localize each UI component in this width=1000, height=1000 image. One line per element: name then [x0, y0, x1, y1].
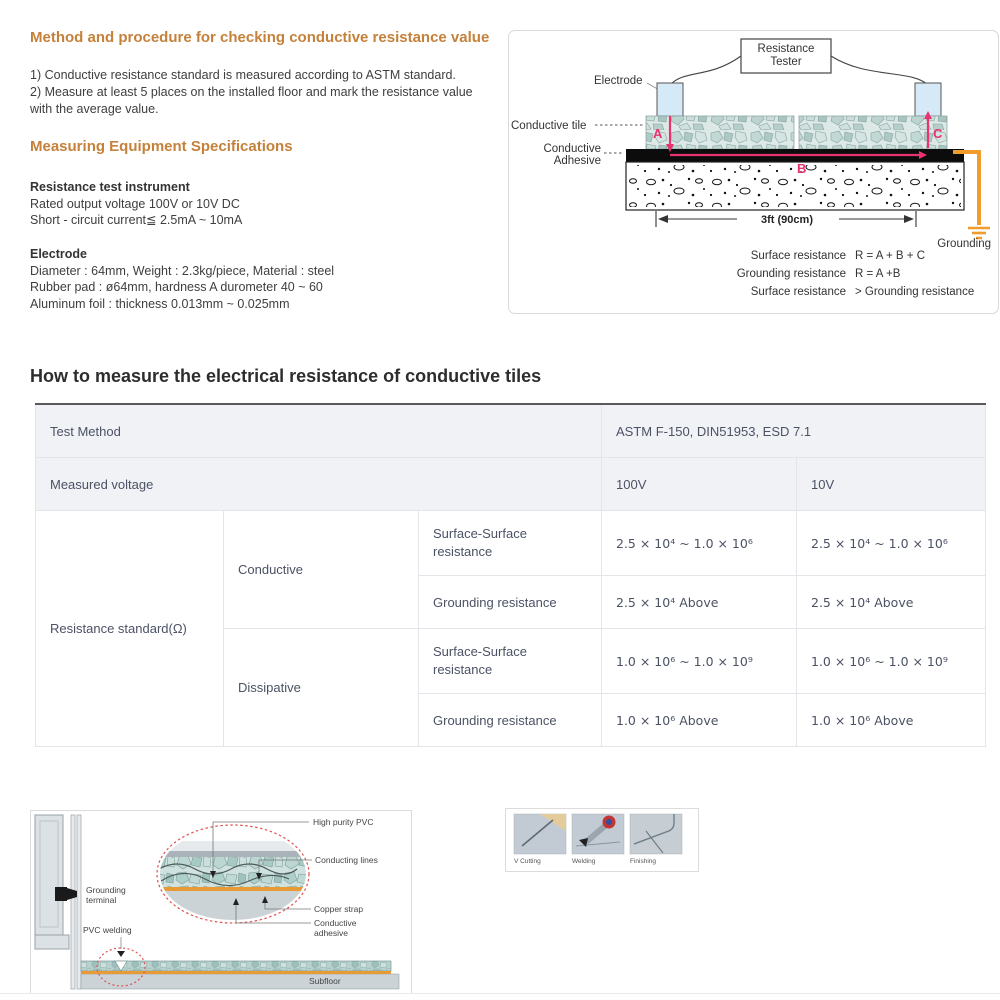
- conductive-adhesive-label-line2: Adhesive: [553, 155, 601, 167]
- cell-resistance-type: [419, 511, 602, 576]
- copper-strap-label: Copper strap: [314, 904, 364, 914]
- cell-value-100v: 2.5 × 10⁴ Above: [602, 576, 797, 629]
- wall-panel: [35, 815, 63, 935]
- method-section-title: Method and procedure for checking conductive resistance value: [30, 29, 490, 46]
- conductive-adhesive-label-line1: Conductive: [543, 143, 601, 155]
- equipment-section-title: Measuring Equipment Specifications: [30, 138, 293, 155]
- cell-test-method-label: Test Method: [36, 404, 602, 458]
- bottom-divider: [0, 993, 1000, 994]
- finishing-thumb: [630, 814, 682, 854]
- cell-resistance-type: Grounding resistance: [419, 694, 602, 747]
- marker-a: A: [653, 126, 663, 141]
- grounding-label: Grounding: [937, 238, 991, 250]
- cell-value-100v: 1.0 × 10⁶ ~ 1.0 × 10⁹: [602, 629, 797, 694]
- welding-thumb: [572, 814, 624, 854]
- wire-right: [831, 56, 928, 85]
- grounding-terminal-label-line1: Grounding: [86, 885, 126, 895]
- formula-label: Grounding resistance: [736, 268, 846, 280]
- conductive-adhesive-label-line2: adhesive: [314, 928, 349, 938]
- electrode-label: Electrode: [594, 75, 643, 87]
- installation-diagram: [31, 811, 409, 991]
- tester-label-line2: Tester: [770, 56, 802, 68]
- electrode-spec-heading: Electrode: [30, 247, 87, 261]
- resistance-table: [35, 403, 986, 747]
- cell-value-10v: 1.0 × 10⁶ ~ 1.0 × 10⁹: [797, 629, 986, 694]
- table-section-title: How to measure the electrical resistance of conductive tiles: [30, 366, 542, 386]
- formula-label: Surface resistance: [750, 250, 846, 262]
- dim-arrow-right: [904, 215, 914, 223]
- ground-symbol-icon: [968, 228, 990, 238]
- formula-value: R = A + B + C: [855, 250, 925, 262]
- high-purity-pvc-label: High purity PVC: [313, 817, 374, 827]
- conductive-tile-right: [799, 116, 947, 149]
- dim-arrow-left: [658, 215, 668, 223]
- subfloor-layer: [81, 974, 399, 989]
- installation-figure-box: [30, 810, 412, 994]
- cell-value-10v: 2.5 × 10⁴ Above: [797, 576, 986, 629]
- measurement-diagram: [509, 31, 998, 313]
- wall-base: [35, 935, 69, 949]
- adhesive-layer: [81, 971, 391, 974]
- wall-bar: [77, 815, 81, 989]
- cell-standard-label: Resistance standard(Ω): [36, 511, 224, 747]
- table-row: [36, 458, 986, 511]
- grounding-terminal-tip: [67, 888, 77, 900]
- wall-bar: [71, 815, 75, 989]
- text-line: Rubber pad : ø64mm, hardness A durometer 40 ~ 60: [30, 280, 323, 294]
- pvc-welding-label: PVC welding: [83, 925, 132, 935]
- process-figure-box: [505, 808, 699, 872]
- electrode-spec: [30, 246, 500, 312]
- grounding-terminal: [55, 887, 67, 901]
- text-line: Diameter : 64mm, Weight : 2.3kg/piece, Material : steel: [30, 263, 335, 278]
- text-line: Short - circuit current≦ 2.5mA ~ 10mA: [30, 213, 243, 227]
- text-line: Aluminum foil : thickness 0.013mm ~ 0.025mm: [30, 296, 290, 311]
- formula-label: Surface resistance: [750, 286, 846, 298]
- text-line: Rated output voltage 100V or 10V DC: [30, 196, 240, 211]
- method-section-text: [30, 67, 505, 118]
- conducting-lines-label: Conducting lines: [315, 855, 378, 865]
- wire-left: [670, 56, 741, 85]
- subfloor-label: Subfloor: [309, 976, 341, 986]
- resistance-type-text: Surface-Surface resistance: [433, 644, 527, 677]
- cell-voltage-100: 100V: [602, 458, 797, 511]
- conductive-adhesive-label-line1: Conductive: [314, 918, 357, 928]
- table-row: [36, 404, 986, 458]
- marker-b: B: [797, 161, 807, 176]
- text-line: 1) Conductive resistance standard is measured according to ASTM standard.: [30, 68, 456, 82]
- formula-value: R = A +B: [855, 268, 901, 280]
- cell-test-method-value: ASTM F-150, DIN51953, ESD 7.1: [602, 404, 986, 458]
- cell-group-dissipative: Dissipative: [224, 629, 419, 747]
- table-row: [36, 511, 986, 576]
- concrete-speckles: [629, 165, 961, 207]
- process-diagram: [506, 809, 696, 869]
- cell-value-10v: 1.0 × 10⁶ Above: [797, 694, 986, 747]
- formula-value: > Grounding resistance: [855, 286, 975, 298]
- dimension-label: 3ft (90cm): [761, 214, 813, 226]
- resistance-type-text: Surface-Surface resistance: [433, 526, 527, 559]
- pvc-welding-arrow: [117, 951, 125, 957]
- conductive-tile-label: Conductive tile: [511, 120, 587, 132]
- tester-label-line1: Resistance: [757, 43, 815, 55]
- cell-value-100v: 1.0 × 10⁶ Above: [602, 694, 797, 747]
- magnified-layers: [157, 841, 312, 925]
- cell-value-100v: 2.5 × 10⁴ ~ 1.0 × 10⁶: [602, 511, 797, 576]
- process-step-label: V Cutting: [514, 858, 541, 865]
- cell-group-conductive: Conductive: [224, 511, 419, 629]
- electrode-left: [657, 83, 683, 116]
- instrument-spec-heading: Resistance test instrument: [30, 180, 190, 194]
- process-step-label: Finishing: [630, 858, 657, 865]
- cell-resistance-type: Grounding resistance: [419, 576, 602, 629]
- marker-c: C: [933, 126, 943, 141]
- process-step-label: Welding: [572, 858, 596, 865]
- cell-voltage-10: 10V: [797, 458, 986, 511]
- v-cutting-thumb: [514, 814, 566, 854]
- text-line: with the average value.: [30, 102, 159, 116]
- grounding-terminal-label-line2: terminal: [86, 895, 117, 905]
- text-line: 2) Measure at least 5 places on the installed floor and mark the resistance value: [30, 85, 473, 99]
- cell-value-10v: 2.5 × 10⁴ ~ 1.0 × 10⁶: [797, 511, 986, 576]
- cell-voltage-label: Measured voltage: [36, 458, 602, 511]
- instrument-spec: [30, 179, 500, 229]
- tile-layer: [81, 961, 391, 971]
- measurement-diagram-box: [508, 30, 999, 314]
- formulas: [737, 250, 975, 298]
- cell-resistance-type: [419, 629, 602, 694]
